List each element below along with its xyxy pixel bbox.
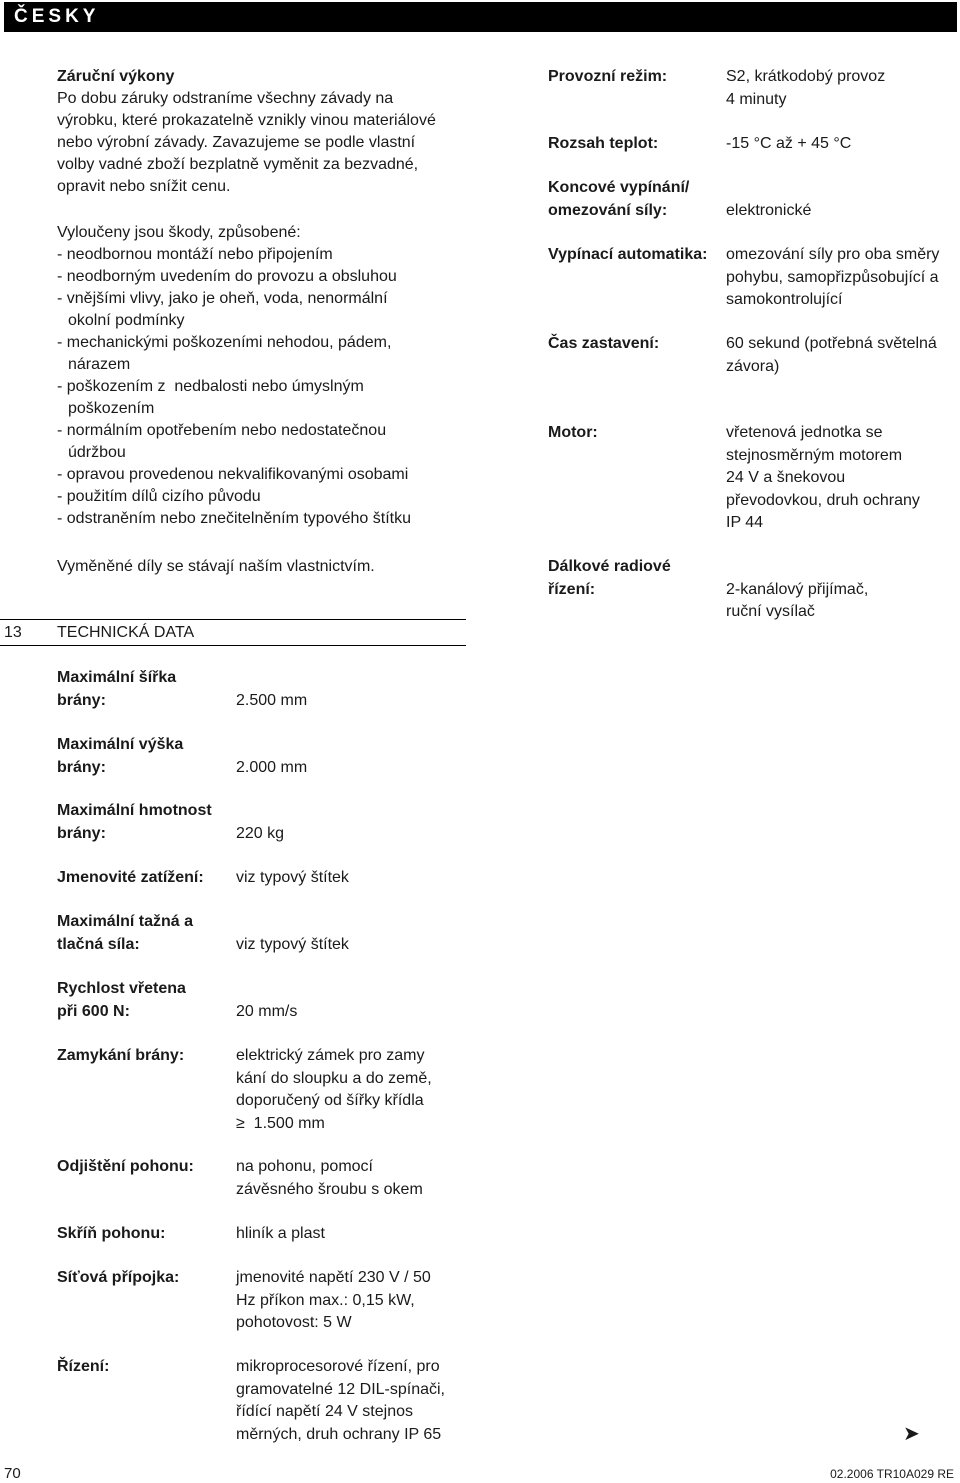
spec-label: Rozsah teplot: — [548, 135, 659, 152]
spec-value: 2-kanálový přijímač, ruční vysílač — [726, 580, 869, 620]
warranty-line: Po dobu záruky odstraníme všechny závady na — [57, 90, 394, 107]
spec-value: viz typový štítek — [236, 869, 349, 886]
warranty-line: nebo výrobní závady. Zavazujeme se podle vlastní — [57, 134, 416, 151]
spec-value: omezování síly pro oba směry pohybu, samopřizpůsobující a samokontrolující — [726, 246, 940, 308]
spec-label: Maximální výška brány: — [57, 736, 184, 776]
spec-label: Maximální šířka brány: — [57, 669, 177, 709]
spec-value: 2.500 mm — [236, 691, 308, 709]
spec-label: Maximální hmotnost brány: — [57, 802, 212, 842]
spec-label: Koncové vypínání/ omezování síly: — [548, 179, 690, 219]
warranty-line: výrobku, které prokazatelně vznikly vinou materiálové — [57, 112, 436, 129]
spec-value: elektrický zámek pro zamy kání do sloupku a do země, doporučený od šířky křídla ≥ 1.500 mm — [236, 1047, 432, 1132]
spec-value: S2, krátkodobý provoz 4 minuty — [726, 68, 886, 108]
spec-label: Síťová přípojka: — [57, 1269, 180, 1286]
spec-label: Zamykání brány: — [57, 1047, 185, 1064]
spec-label: Jmenovité zatížení: — [57, 869, 204, 886]
warranty-title: Záruční výkony — [57, 68, 175, 85]
spec-label: Provozní režim: — [548, 68, 668, 85]
language-label: ČESKY — [14, 6, 100, 27]
exclusions-list — [57, 222, 477, 530]
exclusion-item-cont: okolní podmínky — [68, 312, 185, 329]
spec-value: 220 kg — [236, 824, 285, 842]
spec-value: na pohonu, pomocí závěsného šroubu s okem — [236, 1158, 423, 1198]
exclusion-item: - opravou provedenou nekvalifikovanými osobami — [57, 466, 409, 483]
section-number: 13 — [4, 624, 22, 641]
spec-value: -15 °C až + 45 °C — [726, 135, 852, 152]
language-header — [4, 2, 957, 32]
spec-label: Řízení: — [57, 1358, 110, 1375]
document-code: 02.2006 TR10A029 RE — [830, 1467, 954, 1481]
exclusion-item-cont: nárazem — [68, 356, 131, 373]
exclusion-item-cont: poškozením — [68, 400, 155, 417]
exclusion-item: - normálním opotřebením nebo nedostatečnou — [57, 422, 387, 439]
spec-value: jmenovité napětí 230 V / 50 Hz příkon max.: 0,15 kW, pohotovost: 5 W — [236, 1269, 431, 1331]
warranty-line: volby vadné zboží bezplatně vyměnit za bezvadné, — [57, 156, 419, 173]
spec-label: Rychlost vřetena při 600 N: — [57, 980, 186, 1020]
exclusion-item: - mechanickými poškozeními nehodou, pádem, — [57, 334, 392, 351]
page-number: 70 — [4, 1465, 21, 1482]
section-title: TECHNICKÁ DATA — [57, 624, 195, 641]
spec-value: 2.000 mm — [236, 758, 308, 776]
spec-value: vřetenová jednotka se stejnosměrným motorem 24 V a šnekovou převodovkou, druh ochrany IP 44 — [726, 424, 920, 531]
spec-value: elektronické — [726, 201, 812, 219]
exclusions-intro: Vyloučeny jsou škody, způsobené: — [57, 224, 301, 241]
exclusion-item: - poškozením z nedbalosti nebo úmyslným — [57, 378, 364, 395]
warranty-closing-text: Vyměněné díly se stávají naším vlastnictvím. — [57, 558, 375, 575]
exclusion-item: - odstraněním nebo znečitelněním typového štítku — [57, 510, 411, 527]
spec-label: Čas zastavení: — [548, 335, 660, 352]
spec-label: Dálkové radiové řízení: — [548, 558, 671, 598]
spec-label: Vypínací automatika: — [548, 246, 708, 263]
spec-value: hliník a plast — [236, 1225, 325, 1242]
section-rule-bottom — [0, 645, 466, 646]
spec-value: mikroprocesorové řízení, pro gramovatelné 12 DIL-spínači, řídící napětí 24 V stejnos měrných, druh ochrany IP 65 — [236, 1358, 445, 1443]
exclusion-item: - použitím dílů cizího původu — [57, 488, 261, 505]
spec-value: 60 sekund (potřebná světelná závora) — [726, 335, 937, 375]
warranty-line: opravit nebo snížit cenu. — [57, 178, 231, 195]
spec-label: Odjištění pohonu: — [57, 1158, 194, 1175]
exclusion-item: - vnějšími vlivy, jako je oheň, voda, nenormální — [57, 290, 388, 307]
spec-value: 20 mm/s — [236, 1002, 298, 1020]
spec-value: viz typový štítek — [236, 935, 349, 953]
spec-label: Motor: — [548, 424, 598, 441]
warranty-section — [57, 66, 477, 198]
exclusion-item-cont: údržbou — [68, 444, 126, 461]
section-rule-top — [0, 619, 466, 620]
warranty-closing — [57, 556, 477, 578]
spec-label: Maximální tažná a tlačná síla: — [57, 913, 194, 953]
arrow-right-icon: ➤ — [903, 1423, 920, 1445]
exclusion-item: - neodborným uvedením do provozu a obsluhou — [57, 268, 397, 285]
spec-label: Skříň pohonu: — [57, 1225, 166, 1242]
exclusion-item: - neodbornou montáží nebo připojením — [57, 246, 333, 263]
